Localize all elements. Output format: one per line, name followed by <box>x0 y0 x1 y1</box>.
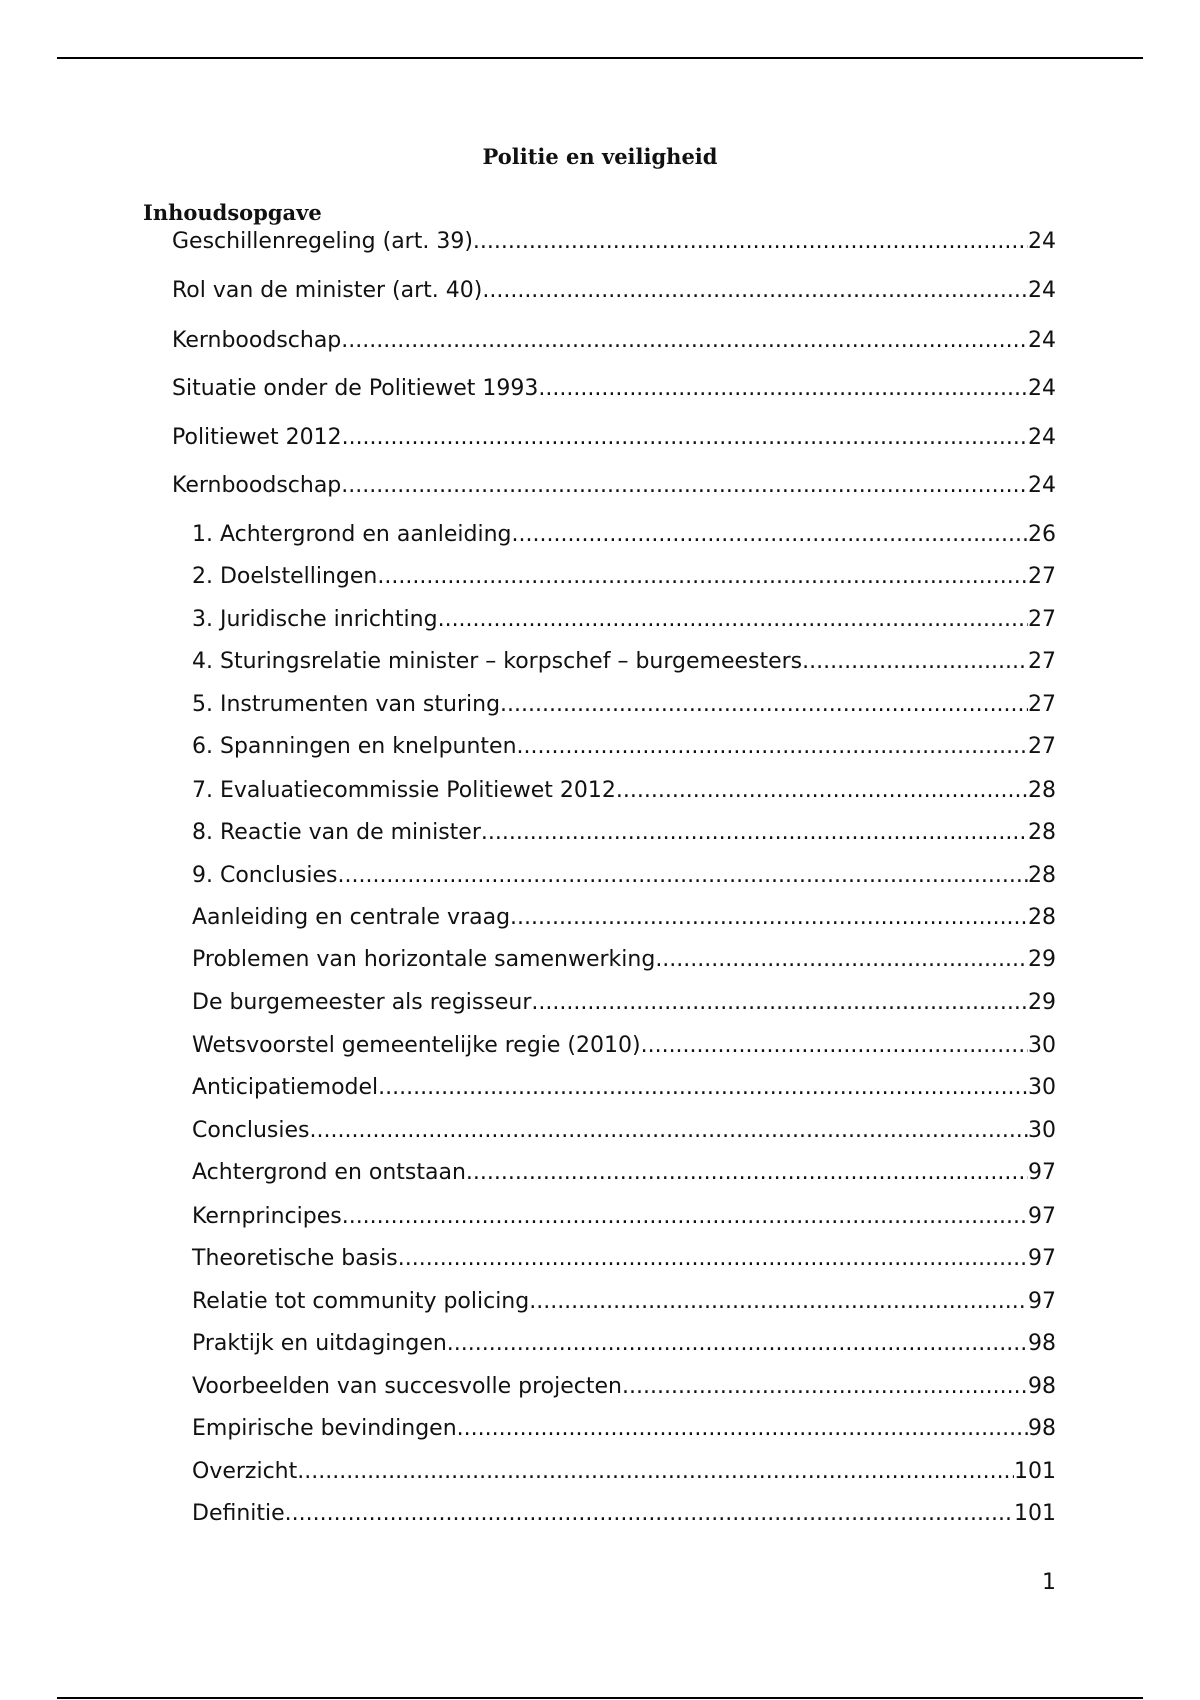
toc-entry[interactable] <box>192 1244 1056 1274</box>
toc-entry[interactable] <box>172 374 1056 404</box>
toc-entry-page: 98 <box>1028 1331 1056 1356</box>
toc-entry[interactable] <box>192 945 1056 975</box>
toc-leader <box>473 227 1028 257</box>
toc-entry[interactable] <box>192 647 1056 677</box>
toc-entry-title: Theoretische basis <box>192 1246 398 1271</box>
footer-rule <box>57 1697 1143 1699</box>
toc-entry-title: Anticipatiemodel <box>192 1075 379 1100</box>
toc-entry-title: Kernboodschap <box>172 473 342 498</box>
toc-entry[interactable] <box>192 1116 1056 1146</box>
toc-leader <box>510 903 1028 933</box>
toc-entry-title: Aanleiding en centrale vraag <box>192 905 511 930</box>
toc-leader <box>297 1457 1014 1487</box>
toc-entry[interactable] <box>192 1031 1056 1061</box>
toc-entry-title: Wetsvoorstel gemeentelijke regie (2010) <box>192 1033 641 1058</box>
toc-entry[interactable] <box>192 776 1056 806</box>
toc-leader <box>482 276 1028 306</box>
toc-entry-page: 30 <box>1028 1075 1056 1100</box>
toc-entry-page: 24 <box>1028 328 1056 353</box>
toc-entry-title: 4. Sturingsrelatie minister – korpschef – burgemeesters <box>192 649 803 674</box>
toc-entry-title: 3. Juridische inrichting <box>192 607 438 632</box>
toc-entry-title: Situatie onder de Politiewet 1993 <box>172 376 539 401</box>
toc-entry[interactable] <box>192 1372 1056 1402</box>
toc-leader <box>342 423 1028 453</box>
toc-entry-page: 28 <box>1028 820 1056 845</box>
toc-leader <box>622 1372 1028 1402</box>
header-rule <box>57 57 1143 59</box>
toc-entry-page: 97 <box>1028 1204 1056 1229</box>
toc-leader <box>517 732 1028 762</box>
toc-entry-page: 30 <box>1028 1033 1056 1058</box>
toc-leader <box>531 988 1028 1018</box>
toc-leader <box>378 1073 1028 1103</box>
toc-leader <box>802 647 1028 677</box>
toc-entry[interactable] <box>192 562 1056 592</box>
toc-entry-page: 98 <box>1028 1416 1056 1441</box>
toc-entry-page: 24 <box>1028 376 1056 401</box>
toc-entry[interactable] <box>192 903 1056 933</box>
toc-entry[interactable] <box>192 520 1056 550</box>
toc-entry-title: 5. Instrumenten van sturing <box>192 692 501 717</box>
toc-entry-title: Problemen van horizontale samenwerking <box>192 947 656 972</box>
toc-entry[interactable] <box>192 1073 1056 1103</box>
toc-entry-page: 27 <box>1028 649 1056 674</box>
toc-entry-title: Praktijk en uitdagingen <box>192 1331 447 1356</box>
toc-entry[interactable] <box>192 690 1056 720</box>
toc-heading: Inhoudsopgave <box>143 200 322 225</box>
toc-leader <box>655 945 1028 975</box>
toc-leader <box>341 326 1028 356</box>
toc-entry-title: 1. Achtergrond en aanleiding <box>192 522 512 547</box>
toc-entry[interactable] <box>172 227 1056 257</box>
toc-entry-page: 28 <box>1028 778 1056 803</box>
toc-leader <box>285 1499 1014 1529</box>
toc-leader <box>538 374 1028 404</box>
toc-entry-title: 8. Reactie van de minister <box>192 820 481 845</box>
toc-entry-page: 28 <box>1028 863 1056 888</box>
toc-entry-page: 27 <box>1028 607 1056 632</box>
toc-leader <box>641 1031 1028 1061</box>
toc-entry-page: 24 <box>1028 425 1056 450</box>
toc-entry-page: 26 <box>1028 522 1056 547</box>
toc-entry-page: 30 <box>1028 1118 1056 1143</box>
toc-entry-title: Rol van de minister (art. 40) <box>172 278 483 303</box>
toc-entry-page: 29 <box>1028 947 1056 972</box>
toc-entry-title: Kernprincipes <box>192 1204 342 1229</box>
toc-entry[interactable] <box>192 1158 1056 1188</box>
toc-leader <box>447 1329 1028 1359</box>
toc-entry-page: 28 <box>1028 905 1056 930</box>
toc-entry-page: 27 <box>1028 734 1056 759</box>
toc-entry-page: 97 <box>1028 1289 1056 1314</box>
toc-leader <box>512 520 1028 550</box>
toc-entry[interactable] <box>192 605 1056 635</box>
toc-leader <box>616 776 1028 806</box>
toc-entry[interactable] <box>192 1457 1056 1487</box>
toc-entry[interactable] <box>192 861 1056 891</box>
toc-entry-title: Relatie tot community policing <box>192 1289 530 1314</box>
toc-entry-title: 6. Spanningen en knelpunten <box>192 734 517 759</box>
toc-entry-title: 7. Evaluatiecommissie Politiewet 2012 <box>192 778 616 803</box>
toc-entry[interactable] <box>192 988 1056 1018</box>
toc-entry-page: 24 <box>1028 229 1056 254</box>
toc-entry-title: 2. Doelstellingen <box>192 564 378 589</box>
toc-entry[interactable] <box>192 1329 1056 1359</box>
document-title: Politie en veiligheid <box>482 144 718 169</box>
toc-entry-title: Achtergrond en ontstaan <box>192 1160 466 1185</box>
toc-entry-title: Politiewet 2012 <box>172 425 342 450</box>
toc-entry[interactable] <box>192 1202 1056 1232</box>
toc-entry-page: 27 <box>1028 692 1056 717</box>
toc-leader <box>342 1202 1028 1232</box>
toc-entry-title: 9. Conclusies <box>192 863 338 888</box>
toc-entry-page: 97 <box>1028 1246 1056 1271</box>
toc-leader <box>500 690 1028 720</box>
toc-leader <box>466 1158 1028 1188</box>
toc-leader <box>337 861 1028 891</box>
toc-leader <box>438 605 1028 635</box>
toc-entry[interactable] <box>172 471 1056 501</box>
toc-entry-title: Kernboodschap <box>172 328 342 353</box>
toc-leader <box>481 818 1028 848</box>
toc-entry-page: 97 <box>1028 1160 1056 1185</box>
toc-entry-page: 98 <box>1028 1374 1056 1399</box>
toc-leader <box>310 1116 1029 1146</box>
toc-entry[interactable] <box>172 326 1056 356</box>
toc-entry[interactable] <box>192 818 1056 848</box>
toc-entry-title: Empirische bevindingen <box>192 1416 457 1441</box>
toc-entry-page: 24 <box>1028 278 1056 303</box>
toc-entry-title: Geschillenregeling (art. 39) <box>172 229 473 254</box>
toc-entry-title: De burgemeester als regisseur <box>192 990 532 1015</box>
toc-leader <box>398 1244 1028 1274</box>
toc-entry[interactable] <box>172 276 1056 306</box>
toc-entry[interactable] <box>192 1287 1056 1317</box>
toc-entry[interactable] <box>172 423 1056 453</box>
toc-entry-page: 27 <box>1028 564 1056 589</box>
toc-entry-page: 101 <box>1014 1459 1056 1484</box>
toc-leader <box>341 471 1028 501</box>
toc-entry[interactable] <box>192 732 1056 762</box>
toc-entry[interactable] <box>192 1499 1056 1529</box>
toc-leader <box>377 562 1028 592</box>
toc-entry-page: 24 <box>1028 473 1056 498</box>
toc-entry-title: Definitie <box>192 1501 285 1526</box>
toc-entry-title: Overzicht <box>192 1459 298 1484</box>
toc-entry-title: Conclusies <box>192 1118 310 1143</box>
toc-entry-title: Voorbeelden van succesvolle projecten <box>192 1374 622 1399</box>
toc-entry-page: 101 <box>1014 1501 1056 1526</box>
page-number: 1 <box>1042 1570 1056 1595</box>
toc-entry-page: 29 <box>1028 990 1056 1015</box>
toc-leader <box>529 1287 1028 1317</box>
toc-entry[interactable] <box>192 1414 1056 1444</box>
toc-leader <box>457 1414 1028 1444</box>
